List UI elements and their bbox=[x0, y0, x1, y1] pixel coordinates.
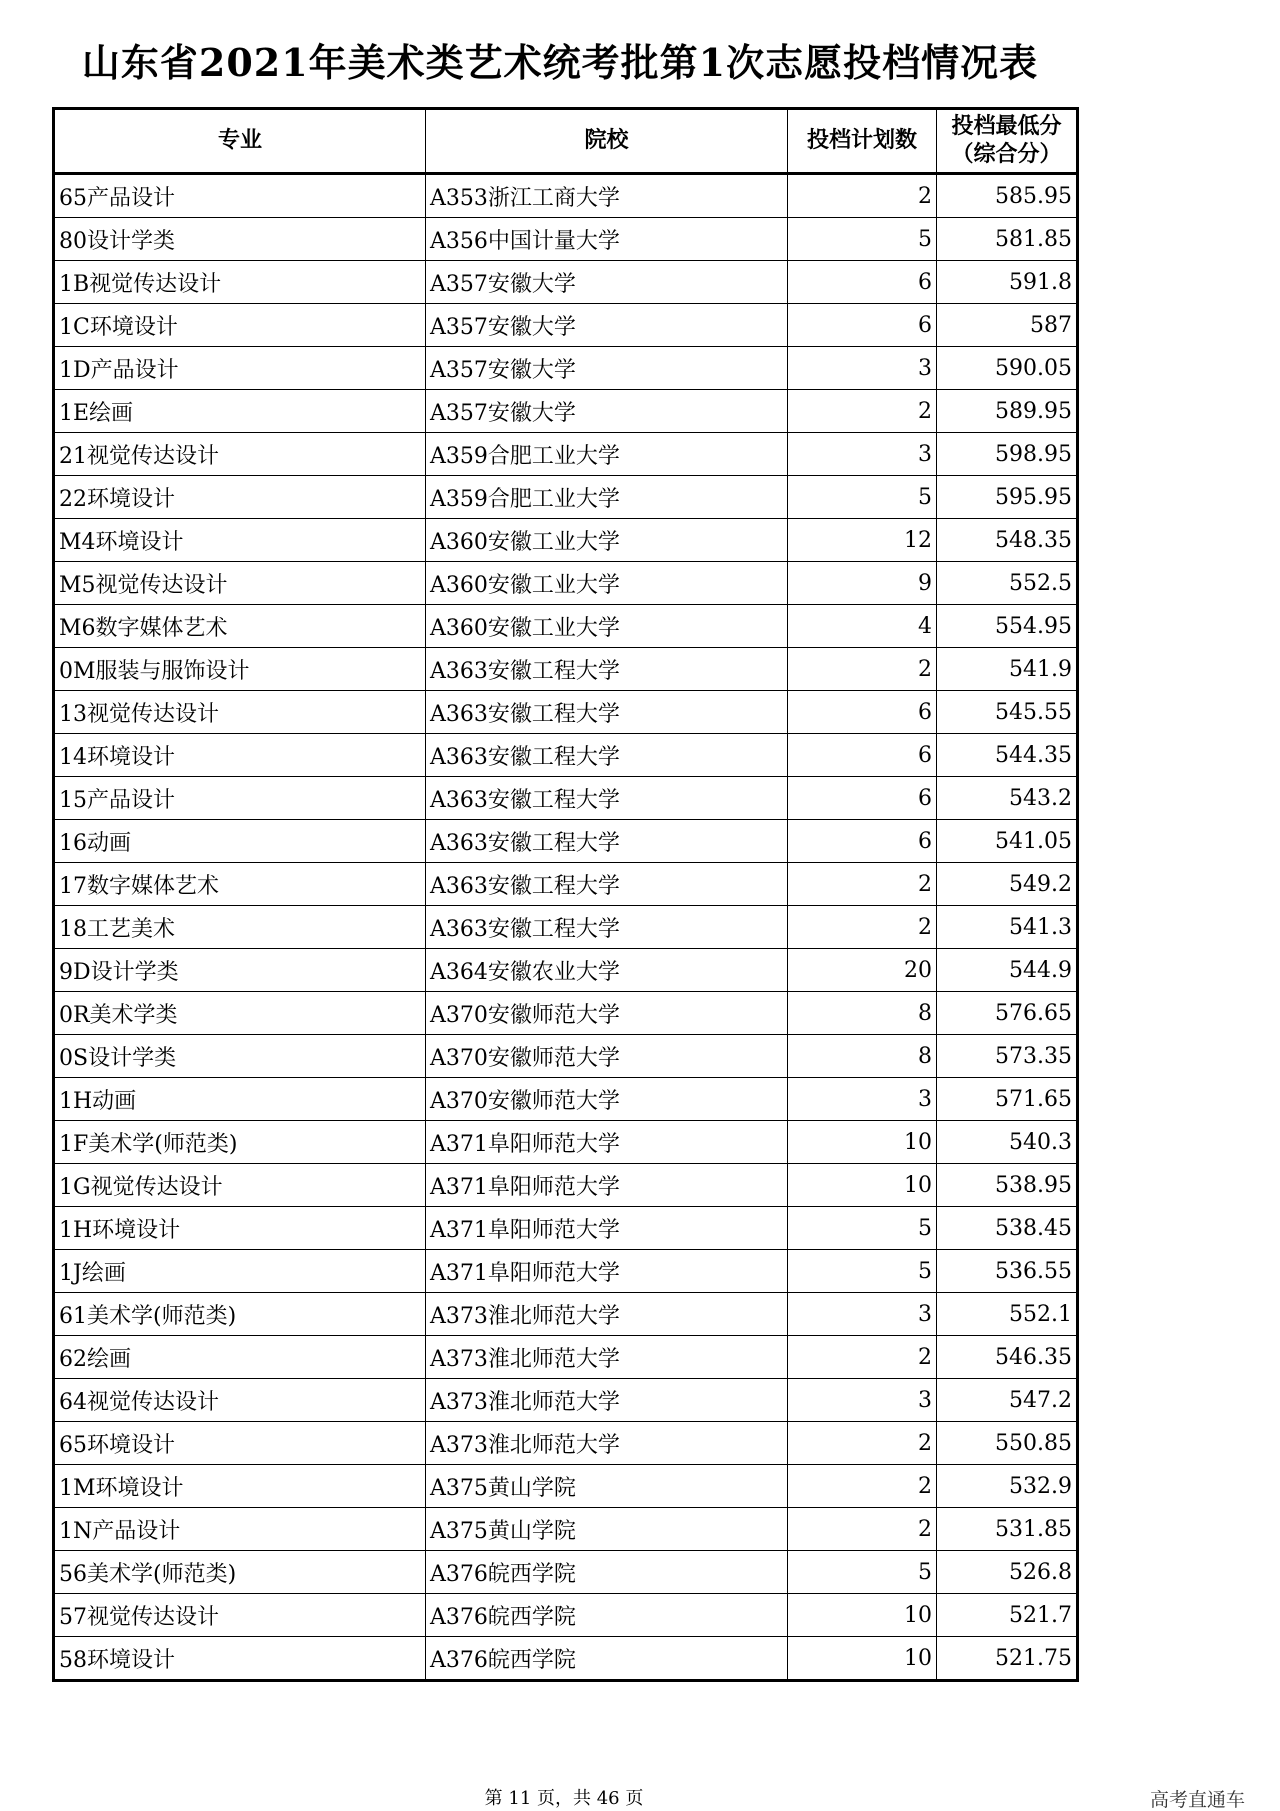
cell-min-score: 544.35 bbox=[937, 734, 1078, 777]
cell-plan: 20 bbox=[788, 949, 937, 992]
cell-plan: 5 bbox=[788, 476, 937, 519]
cell-min-score: 521.75 bbox=[937, 1637, 1078, 1681]
cell-major: 1H环境设计 bbox=[54, 1207, 426, 1250]
cell-plan: 2 bbox=[788, 1422, 937, 1465]
cell-school: A357安徽大学 bbox=[426, 261, 788, 304]
cell-plan: 2 bbox=[788, 863, 937, 906]
cell-min-score: 595.95 bbox=[937, 476, 1078, 519]
cell-school: A370安徽师范大学 bbox=[426, 992, 788, 1035]
page-number: 第 11 页，共 46 页 bbox=[484, 1788, 644, 1809]
cell-plan: 9 bbox=[788, 562, 937, 605]
cell-major: 58环境设计 bbox=[54, 1637, 426, 1681]
cell-min-score: 540.3 bbox=[937, 1121, 1078, 1164]
table-row bbox=[54, 562, 1078, 605]
header-min-score-line1: 投档最低分 bbox=[951, 114, 1062, 139]
cell-min-score: 549.2 bbox=[937, 863, 1078, 906]
cell-school: A363安徽工程大学 bbox=[426, 691, 788, 734]
table-row bbox=[54, 1551, 1078, 1594]
table-row bbox=[54, 304, 1078, 347]
cell-major: 1G视觉传达设计 bbox=[54, 1164, 426, 1207]
cell-major: 1D产品设计 bbox=[54, 347, 426, 390]
table-row bbox=[54, 1250, 1078, 1293]
cell-school: A371阜阳师范大学 bbox=[426, 1250, 788, 1293]
cell-plan: 2 bbox=[788, 390, 937, 433]
table-row bbox=[54, 648, 1078, 691]
cell-school: A373淮北师范大学 bbox=[426, 1293, 788, 1336]
cell-school: A353浙江工商大学 bbox=[426, 174, 788, 218]
cell-min-score: 590.05 bbox=[937, 347, 1078, 390]
cell-plan: 3 bbox=[788, 347, 937, 390]
table-row bbox=[54, 605, 1078, 648]
cell-min-score: 552.5 bbox=[937, 562, 1078, 605]
cell-major: 80设计学类 bbox=[54, 218, 426, 261]
cell-min-score: 544.9 bbox=[937, 949, 1078, 992]
header-min-score bbox=[937, 109, 1078, 174]
table-row bbox=[54, 691, 1078, 734]
cell-min-score: 589.95 bbox=[937, 390, 1078, 433]
cell-school: A376皖西学院 bbox=[426, 1637, 788, 1681]
page-title: 山东省2021年美术类艺术统考批第1次志愿投档情况表 bbox=[81, 40, 1039, 85]
cell-major: 65环境设计 bbox=[54, 1422, 426, 1465]
cell-min-score: 576.65 bbox=[937, 992, 1078, 1035]
cell-school: A371阜阳师范大学 bbox=[426, 1207, 788, 1250]
table-row bbox=[54, 433, 1078, 476]
cell-min-score: 552.1 bbox=[937, 1293, 1078, 1336]
cell-min-score: 571.65 bbox=[937, 1078, 1078, 1121]
table-header bbox=[54, 109, 1078, 174]
cell-major: M6数字媒体艺术 bbox=[54, 605, 426, 648]
cell-plan: 3 bbox=[788, 433, 937, 476]
cell-min-score: 532.9 bbox=[937, 1465, 1078, 1508]
cell-major: 1E绘画 bbox=[54, 390, 426, 433]
table-row bbox=[54, 519, 1078, 562]
cell-min-score: 543.2 bbox=[937, 777, 1078, 820]
table-row bbox=[54, 476, 1078, 519]
cell-school: A370安徽师范大学 bbox=[426, 1035, 788, 1078]
cell-school: A375黄山学院 bbox=[426, 1508, 788, 1551]
cell-major: 14环境设计 bbox=[54, 734, 426, 777]
cell-major: 1F美术学(师范类) bbox=[54, 1121, 426, 1164]
cell-school: A357安徽大学 bbox=[426, 390, 788, 433]
cell-plan: 6 bbox=[788, 261, 937, 304]
cell-plan: 4 bbox=[788, 605, 937, 648]
cell-major: 1M环境设计 bbox=[54, 1465, 426, 1508]
table-row bbox=[54, 992, 1078, 1035]
cell-school: A360安徽工业大学 bbox=[426, 562, 788, 605]
cell-min-score: 554.95 bbox=[937, 605, 1078, 648]
cell-min-score: 541.05 bbox=[937, 820, 1078, 863]
cell-min-score: 521.7 bbox=[937, 1594, 1078, 1637]
table-row bbox=[54, 906, 1078, 949]
cell-plan: 5 bbox=[788, 1250, 937, 1293]
cell-major: 1H动画 bbox=[54, 1078, 426, 1121]
cell-major: 21视觉传达设计 bbox=[54, 433, 426, 476]
cell-min-score: 587 bbox=[937, 304, 1078, 347]
cell-min-score: 585.95 bbox=[937, 174, 1078, 218]
admission-table bbox=[52, 107, 1079, 1682]
table-row bbox=[54, 1336, 1078, 1379]
cell-major: M4环境设计 bbox=[54, 519, 426, 562]
table-row bbox=[54, 863, 1078, 906]
cell-plan: 3 bbox=[788, 1379, 937, 1422]
cell-major: 13视觉传达设计 bbox=[54, 691, 426, 734]
cell-plan: 5 bbox=[788, 218, 937, 261]
header-min-score-line2: （综合分） bbox=[951, 142, 1062, 167]
cell-plan: 2 bbox=[788, 1465, 937, 1508]
cell-school: A371阜阳师范大学 bbox=[426, 1164, 788, 1207]
table-row bbox=[54, 390, 1078, 433]
cell-major: 16动画 bbox=[54, 820, 426, 863]
table-row bbox=[54, 1637, 1078, 1681]
cell-major: 0S设计学类 bbox=[54, 1035, 426, 1078]
cell-school: A376皖西学院 bbox=[426, 1594, 788, 1637]
cell-plan: 3 bbox=[788, 1078, 937, 1121]
table-row bbox=[54, 777, 1078, 820]
cell-plan: 10 bbox=[788, 1637, 937, 1681]
table-row bbox=[54, 734, 1078, 777]
cell-plan: 12 bbox=[788, 519, 937, 562]
table-row bbox=[54, 949, 1078, 992]
cell-school: A360安徽工业大学 bbox=[426, 519, 788, 562]
table-row bbox=[54, 1379, 1078, 1422]
cell-plan: 2 bbox=[788, 1508, 937, 1551]
header-plan: 投档计划数 bbox=[788, 109, 937, 174]
cell-school: A373淮北师范大学 bbox=[426, 1336, 788, 1379]
table-row bbox=[54, 261, 1078, 304]
cell-plan: 3 bbox=[788, 1293, 937, 1336]
cell-min-score: 591.8 bbox=[937, 261, 1078, 304]
cell-min-score: 547.2 bbox=[937, 1379, 1078, 1422]
cell-major: 56美术学(师范类) bbox=[54, 1551, 426, 1594]
cell-school: A357安徽大学 bbox=[426, 347, 788, 390]
cell-school: A373淮北师范大学 bbox=[426, 1379, 788, 1422]
table-row bbox=[54, 1293, 1078, 1336]
cell-min-score: 541.3 bbox=[937, 906, 1078, 949]
cell-major: 1J绘画 bbox=[54, 1250, 426, 1293]
cell-major: 62绘画 bbox=[54, 1336, 426, 1379]
cell-school: A357安徽大学 bbox=[426, 304, 788, 347]
cell-major: 15产品设计 bbox=[54, 777, 426, 820]
cell-plan: 10 bbox=[788, 1121, 937, 1164]
cell-plan: 6 bbox=[788, 691, 937, 734]
cell-school: A370安徽师范大学 bbox=[426, 1078, 788, 1121]
cell-plan: 2 bbox=[788, 174, 937, 218]
cell-school: A363安徽工程大学 bbox=[426, 734, 788, 777]
cell-min-score: 538.95 bbox=[937, 1164, 1078, 1207]
cell-min-score: 581.85 bbox=[937, 218, 1078, 261]
table-row bbox=[54, 1594, 1078, 1637]
cell-school: A364安徽农业大学 bbox=[426, 949, 788, 992]
table-row bbox=[54, 1121, 1078, 1164]
table-row bbox=[54, 1164, 1078, 1207]
cell-plan: 8 bbox=[788, 992, 937, 1035]
cell-min-score: 573.35 bbox=[937, 1035, 1078, 1078]
cell-plan: 5 bbox=[788, 1207, 937, 1250]
cell-school: A363安徽工程大学 bbox=[426, 777, 788, 820]
cell-plan: 6 bbox=[788, 820, 937, 863]
cell-min-score: 536.55 bbox=[937, 1250, 1078, 1293]
cell-plan: 2 bbox=[788, 1336, 937, 1379]
cell-major: 18工艺美术 bbox=[54, 906, 426, 949]
cell-major: 64视觉传达设计 bbox=[54, 1379, 426, 1422]
cell-plan: 2 bbox=[788, 906, 937, 949]
header-major: 专业 bbox=[54, 109, 426, 174]
cell-school: A363安徽工程大学 bbox=[426, 820, 788, 863]
cell-major: 0M服装与服饰设计 bbox=[54, 648, 426, 691]
table-row bbox=[54, 1078, 1078, 1121]
cell-school: A375黄山学院 bbox=[426, 1465, 788, 1508]
table-row bbox=[54, 1465, 1078, 1508]
cell-plan: 6 bbox=[788, 777, 937, 820]
cell-major: 17数字媒体艺术 bbox=[54, 863, 426, 906]
table-row bbox=[54, 1508, 1078, 1551]
table-row bbox=[54, 218, 1078, 261]
cell-min-score: 550.85 bbox=[937, 1422, 1078, 1465]
cell-school: A373淮北师范大学 bbox=[426, 1422, 788, 1465]
cell-plan: 6 bbox=[788, 304, 937, 347]
cell-school: A363安徽工程大学 bbox=[426, 863, 788, 906]
cell-major: 1C环境设计 bbox=[54, 304, 426, 347]
cell-min-score: 538.45 bbox=[937, 1207, 1078, 1250]
cell-school: A359合肥工业大学 bbox=[426, 476, 788, 519]
table-row bbox=[54, 347, 1078, 390]
cell-school: A371阜阳师范大学 bbox=[426, 1121, 788, 1164]
cell-school: A359合肥工业大学 bbox=[426, 433, 788, 476]
cell-min-score: 546.35 bbox=[937, 1336, 1078, 1379]
cell-plan: 10 bbox=[788, 1594, 937, 1637]
table-row bbox=[54, 820, 1078, 863]
table-row bbox=[54, 1207, 1078, 1250]
table-row bbox=[54, 1035, 1078, 1078]
cell-major: 9D设计学类 bbox=[54, 949, 426, 992]
header-school: 院校 bbox=[426, 109, 788, 174]
cell-major: 22环境设计 bbox=[54, 476, 426, 519]
cell-major: 61美术学(师范类) bbox=[54, 1293, 426, 1336]
cell-min-score: 541.9 bbox=[937, 648, 1078, 691]
cell-major: 65产品设计 bbox=[54, 174, 426, 218]
table-body bbox=[54, 174, 1078, 1681]
cell-major: 1N产品设计 bbox=[54, 1508, 426, 1551]
cell-school: A360安徽工业大学 bbox=[426, 605, 788, 648]
cell-major: 0R美术学类 bbox=[54, 992, 426, 1035]
cell-school: A356中国计量大学 bbox=[426, 218, 788, 261]
cell-min-score: 531.85 bbox=[937, 1508, 1078, 1551]
cell-min-score: 545.55 bbox=[937, 691, 1078, 734]
cell-min-score: 526.8 bbox=[937, 1551, 1078, 1594]
cell-school: A363安徽工程大学 bbox=[426, 906, 788, 949]
header-row bbox=[54, 109, 1078, 174]
watermark: 高考直通车 bbox=[1150, 1789, 1246, 1811]
table-row bbox=[54, 1422, 1078, 1465]
cell-plan: 2 bbox=[788, 648, 937, 691]
cell-min-score: 548.35 bbox=[937, 519, 1078, 562]
cell-plan: 5 bbox=[788, 1551, 937, 1594]
cell-plan: 10 bbox=[788, 1164, 937, 1207]
cell-major: M5视觉传达设计 bbox=[54, 562, 426, 605]
cell-major: 1B视觉传达设计 bbox=[54, 261, 426, 304]
cell-major: 57视觉传达设计 bbox=[54, 1594, 426, 1637]
cell-plan: 8 bbox=[788, 1035, 937, 1078]
cell-school: A363安徽工程大学 bbox=[426, 648, 788, 691]
table-row bbox=[54, 174, 1078, 218]
cell-school: A376皖西学院 bbox=[426, 1551, 788, 1594]
cell-plan: 6 bbox=[788, 734, 937, 777]
cell-min-score: 598.95 bbox=[937, 433, 1078, 476]
